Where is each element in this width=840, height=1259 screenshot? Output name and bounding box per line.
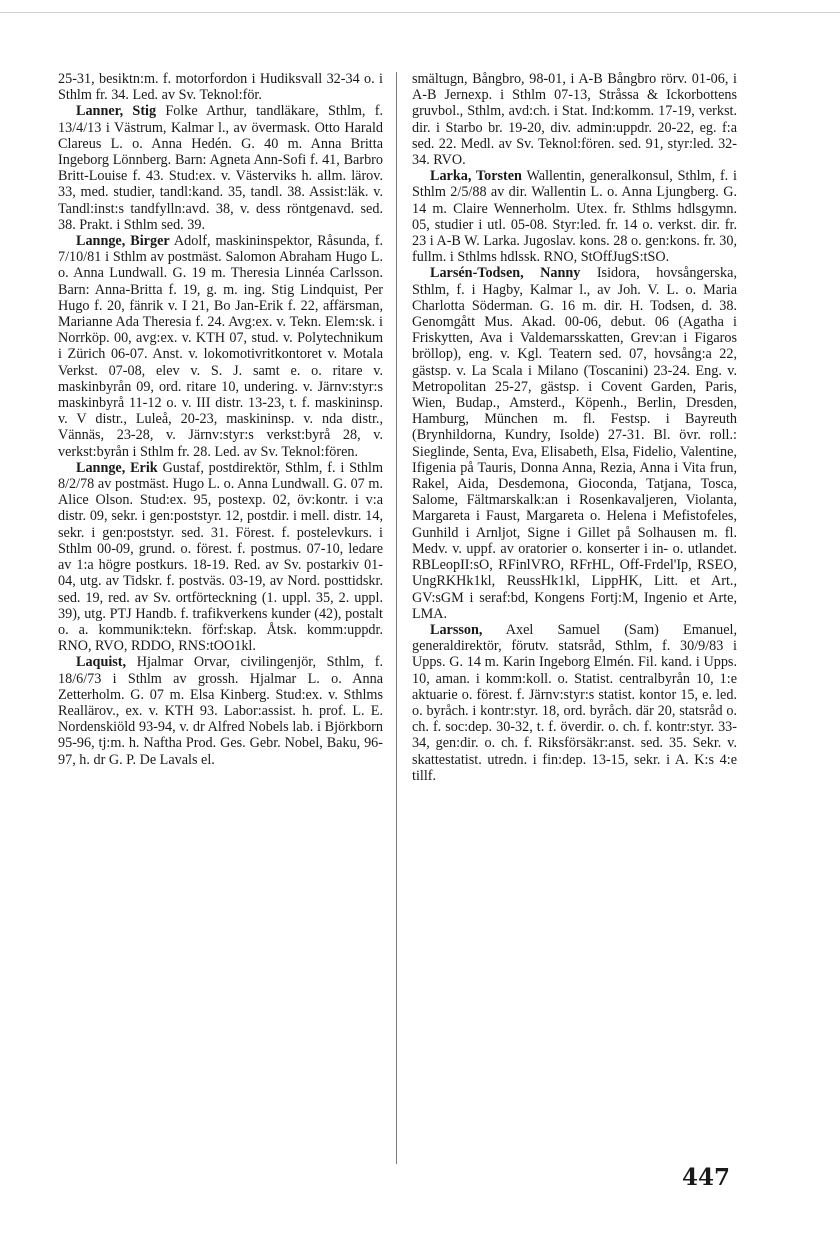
- entry-lannge-birger: [58, 233, 383, 460]
- entry-headword: Larsson,: [430, 621, 483, 638]
- page-number: 447: [682, 1164, 731, 1191]
- entry-lanner-stig: [58, 103, 383, 233]
- entry-text: Folke Arthur, tandläkare, Sthlm, f. 13/4/13 i Västrum, Kalmar l., av övermask. Otto Harald Clareus L. o. Anna Hedén. G. 40 m. Anna Britta Ingeborg Lönnberg. Barn: Agneta Ann-Sofi f. 41, Barbro Britt-Louise f. 43. Stud:ex. v. Västerviks h. allm. lärov. 33, med. studier, tandl:kand. 35, tandl. 38. Assist:läk. v. Tandl:inst:s tandfylln:avd. 38, v. dess röntgenavd. sed. 38. Prakt. i Sthlm sed. 39.: [58, 103, 383, 233]
- entry-text: Wallentin, generalkonsul, Sthlm, f. i Sthlm 2/5/88 av dir. Wallentin L. o. Anna Ljungberg. G. 14 m. Claire Wennerholm. Utex. fr. Sthlms hdlsgymn. 05, studier i utl. 05-08. Styr:led. fr. 14 o. verkst. dir. fr. 23 i A-B W. Larka. Jugoslav. kons. 28 o. gen:kons. fr. 30, fullm. i Sthlms hdlssk. RNO, StOffJugS:tSO.: [412, 168, 737, 266]
- top-rule: [0, 12, 840, 13]
- entry-text: Isidora, hovsångerska, Sthlm, f. i Hagby, Kalmar l., av Joh. V. L. o. Maria Charlotta Söderman. G. 16 m. dir. H. Todsen, d. 38. Genomgått Mus. Akad. 00-06, debut. 06 (Agatha i Friskytten, Ava i Valdemarsskatten, Grev:an i Figaros bröllop), eng. v. Kgl. Teatern sed. 07, hovsång:a 22, gästsp. v. La Scala i Milano (Toscanini) 23-24. Eng. v. Metropolitan 25-27, gästsp. i Covent Garden, Paris, Wien, Budap., Amsterd., Köpenh., Berlin, Dresden, Hamburg, München m. fl. Festsp. i Bayreuth (Brynhildorna, Kundry, Isolde) 27-31. Bl. övr. roll.: Sieglinde, Senta, Eva, Elisabeth, Elsa, Fidelio, Valentine, Ifigenia på Tauris, Donna Anna, Rezia, Anna i Vita frun, Rakel, Aida, Desdemona, Gioconda, Tatjana, Tosca, Salome, Fältmarskalk:an i Rosenkavaljeren, Violanta, Margareta i Faust, Margareta o. Helena i Mefistofeles, Gunhild i Arnljot, Signe i Gillet på Solhausen m. fl. Medv. v. uppf. av oratorier o. konserter i in- o. utlandet. RBLeopII:sO, RFinlVRO, RFrHL, Off-Frdel'Ip, RSEO, UngRKHk1kl, ReussHk1kl, LippHK, Litt. et Art., GV:sGM i seraf:bd, Kongens Fortj:M, Ingenio et Arte, LMA.: [412, 265, 737, 622]
- entry-larka-torsten: [412, 168, 737, 265]
- entry-continuation: [412, 71, 737, 168]
- entry-headword: Larka, Torsten: [430, 168, 522, 185]
- entry-text: Axel Samuel (Sam) Emanuel, generaldirektör, förutv. statsråd, Sthlm, f. 30/9/83 i Upps. G. 14 m. Karin Ingeborg Elmén. Fil. kand. i Upps. 10, aman. i komm:koll. o. Statist. centralbyrån 10, 1:e aktuarie o. förest. f. Järnv:styr:s statist. kontor 15, e. led. o. byråch. i kontr:styr. 18, ord. byråch. där 20, statsråd o. ch. f. soc:dep. 30-32, t. f. överdir. o. ch. f. kontr:styr. 33-34, gen:dir. o. ch. f. Riksförsäkr:anst. sed. 35. Sekr. v. skattestatist. utredn. i fin:dep. 13-15, sekr. i A. K:s 4:e tillf.: [412, 621, 737, 784]
- entry-text: 25-31, besiktn:m. f. motorfordon i Hudiksvall 32-34 o. i Sthlm fr. 34. Led. av Sv. Teknol:för.: [58, 71, 383, 104]
- entry-text: smältugn, Bångbro, 98-01, i A-B Bångbro rörv. 01-06, i A-B Jernexp. i Sthlm 07-13, Stråssa & Ickorbottens gruvbol., Sthlm, avd:ch. i Stat. Ind:komm. 17-19, verkst. dir. i Starbo br. 19-20, div. admin:uppdr. 20-22, eg. f:a sed. 22. Medl. av Sv. Teknol:fören. sed. 91, styr:led. 32-34. RVO.: [412, 71, 737, 169]
- entry-lannge-erik: [58, 460, 383, 654]
- entry-text: Adolf, maskininspektor, Råsunda, f. 7/10/81 i Sthlm av postmäst. Salomon Abraham Hugo L. o. Anna Lundwall. G. 19 m. Theresia Linnéa Carlsson. Barn: Anna-Britta f. 19, g. m. ing. Stig Lindquist, Per Hugo f. 20, fänrik v. I 21, Bo Jan-Erik f. 22, affärsman, Marianne Ada Theresia f. 24. Avg:ex. v. Tekn. Elem:sk. i Norrköp. 00, avg:ex. v. KTH 07, stud. v. Polytechnikum i Zürich 06-07. Anst. v. lokomotivritkontoret v. Motala Verkst. 07-08, elev v. S. J. samt e. o. ritare v. maskinbyrån 09, ord. ritare 10, undering. v. Järnv:styr:s maskinbyrå 11-12 o. v. III distr. 13-23, t. f. maskininsp. v. V distr., Luleå, 20-23, maskininsp. v. nda distr., Vännäs, 23-28, v. Järnv:styr:s verkst:byrå 28, v. verkst:byrån i Sthlm fr. 28. Led. av Sv. Teknol:fören.: [58, 233, 383, 460]
- column-divider: [396, 72, 397, 1164]
- entry-headword: Laquist,: [76, 654, 127, 671]
- entry-headword: Lannge, Birger: [76, 233, 170, 250]
- entry-continuation: [58, 71, 383, 103]
- entry-headword: Larsén-Todsen, Nanny: [430, 265, 581, 282]
- entry-text: Hjalmar Orvar, civilingenjör, Sthlm, f. 18/6/73 i Sthlm av grossh. Hjalmar L. o. Anna Zetterholm. G. 07 m. Elsa Kinberg. Stud:ex. v. Sthlms Reallärov., ex. v. KTH 93. Labor:assist. h. prof. L. E. Nordenskiöld 93-94, v. dr Alfred Nobels lab. i Björkborn 95-96, tj:m. h. Naftha Prod. Ges. Gebr. Nobel, Baku, 96-97, h. dr G. P. De Lavals el.: [58, 654, 383, 768]
- left-column: [58, 71, 383, 768]
- entry-headword: Lanner, Stig: [76, 103, 157, 120]
- entry-larsson: [412, 622, 737, 784]
- right-column: [412, 71, 737, 784]
- entry-headword: Lannge, Erik: [76, 459, 158, 476]
- entry-text: Gustaf, postdirektör, Sthlm, f. i Sthlm 8/2/78 av postmäst. Hugo L. o. Anna Lundwall. G. 07 m. Alice Olson. Stud:ex. 95, postexp. 02, öv:kontr. i v:a distr. 09, sekr. i gen:poststyr. 12, postdir. i mell. distr. 14, sekr. i gen:poststyr. sed. 31. Förest. f. postelevkurs. i Sthlm 00-09, grund. o. förest. f. postmus. 07-10, ledare av 1:a högre postkurs. 18-19. Red. av Sv. postarkiv 01-04, utg. av Tidskr. f. postväs. 03-19, av Nord. posttidskr. sed. 19, red. av Sv. ortförteckning (1. uppl. 35, 2. uppl. 39), utg. PTJ Handb. f. trafikverkens kunder (42), postalt o. a. kommunik:tekn. förf:skap. Åtsk. komm:uppdr. RNO, RVO, RDDO, RNS:tOO1kl.: [58, 459, 383, 655]
- entry-laquist: [58, 654, 383, 767]
- entry-larsen-todsen-nanny: [412, 265, 737, 621]
